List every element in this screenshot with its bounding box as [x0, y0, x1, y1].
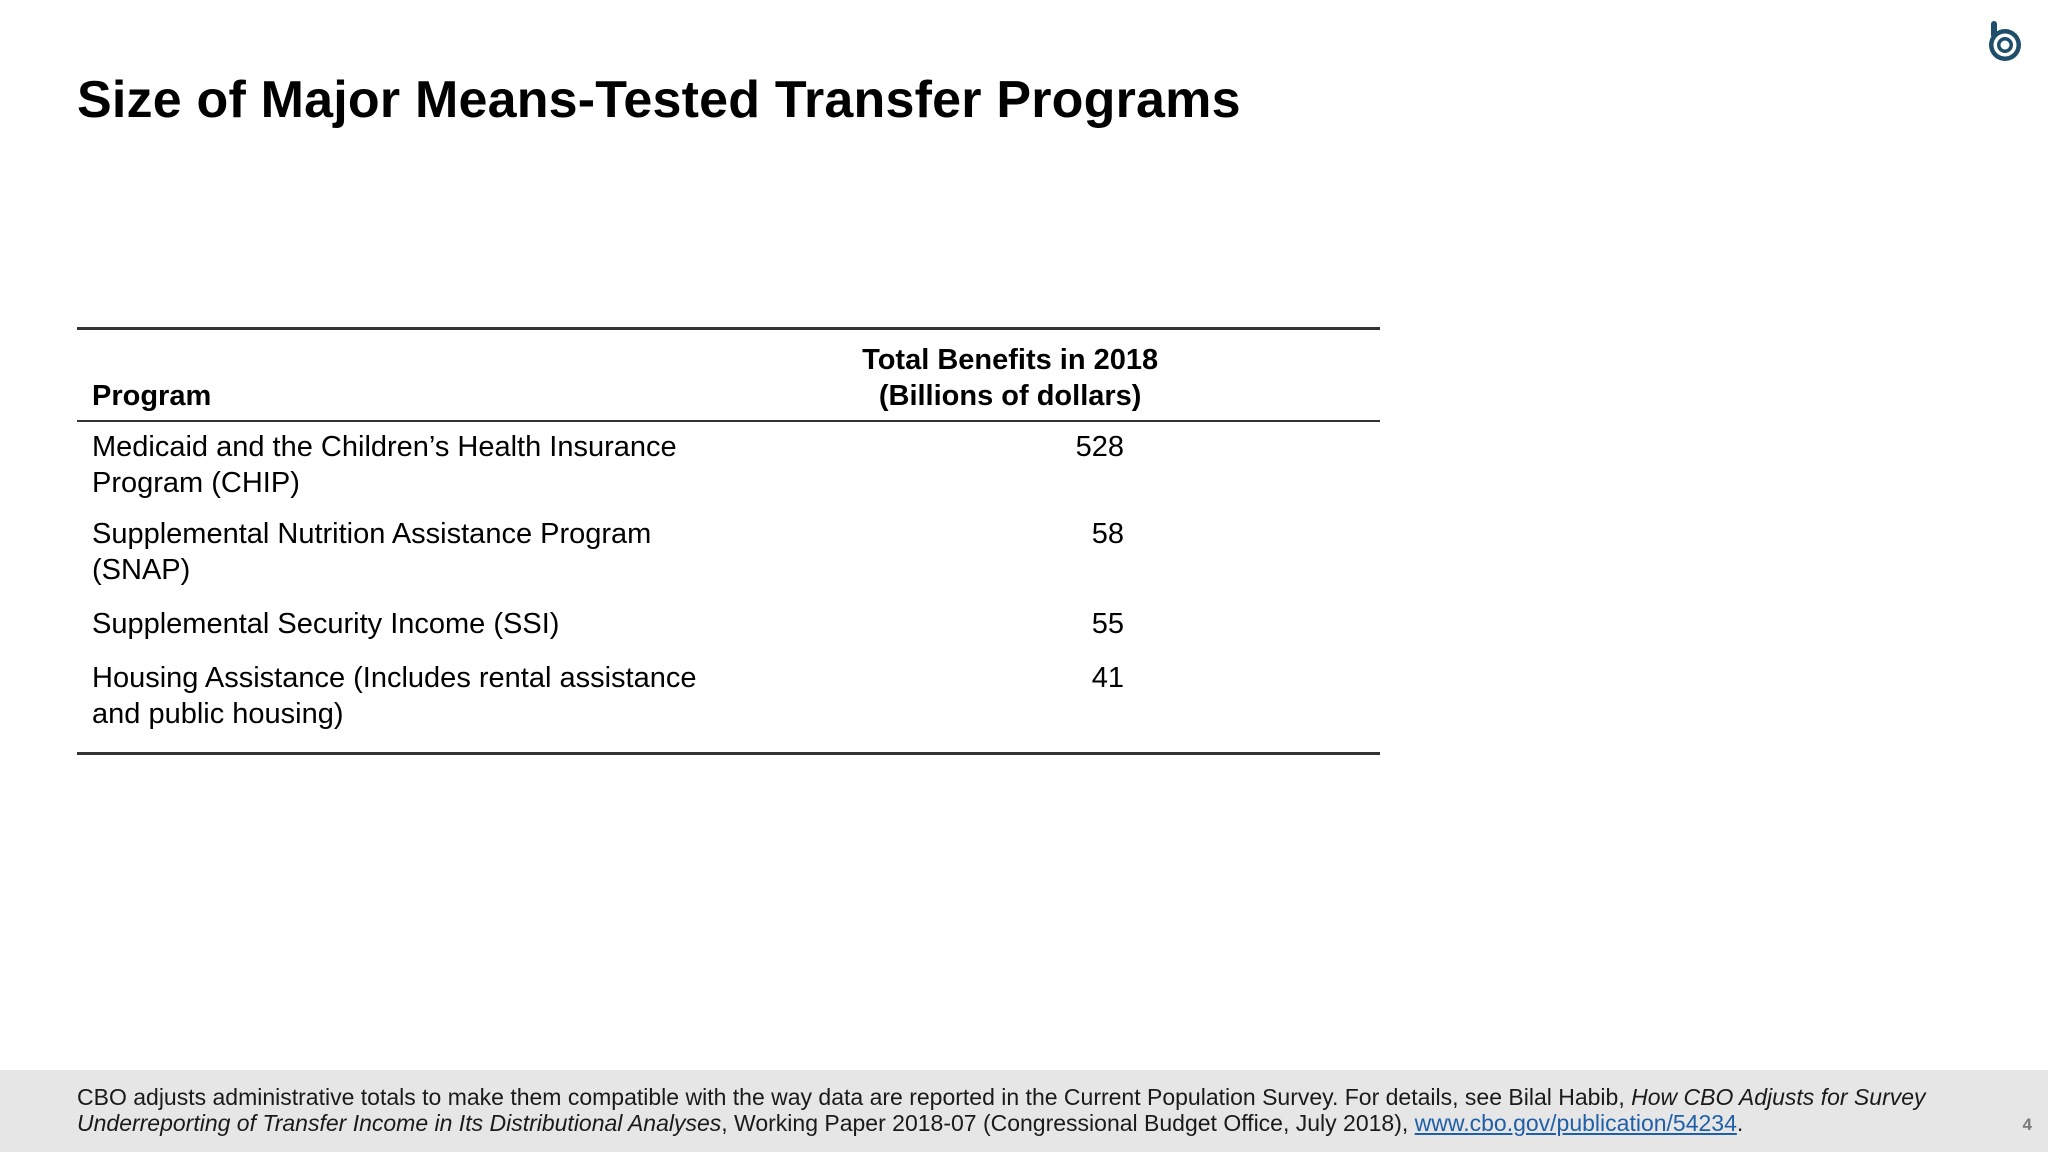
- footer-note: [77, 1084, 1997, 1136]
- program-name-cell: Medicaid and the Children’s Health Insurance Program (CHIP): [92, 431, 677, 499]
- table-row: [77, 421, 1380, 508]
- total-benefits-cell: 58: [1091, 518, 1124, 550]
- total-benefits-cell: 55: [1091, 608, 1124, 640]
- publication-link[interactable]: www.cbo.gov/publication/54234: [1414, 1110, 1737, 1136]
- program-name-cell: Housing Assistance (Includes rental assistance and public housing): [92, 662, 697, 730]
- program-name-cell: Supplemental Security Income (SSI): [92, 608, 560, 640]
- programs-table: [77, 327, 1380, 755]
- footer-text-part1: CBO adjusts administrative totals to make them compatible with the way data are reported in the Current Population Survey. For details, see Bilal Habib,: [77, 1084, 1632, 1110]
- table-row: [77, 652, 1380, 754]
- total-benefits-cell: 528: [1075, 431, 1124, 463]
- cbo-logo-icon: [1985, 21, 2025, 65]
- program-name-cell: Supplemental Nutrition Assistance Program (SNAP): [92, 518, 652, 586]
- footer-text-part2: , Working Paper 2018-07 (Congressional Budget Office, July 2018),: [721, 1110, 1415, 1136]
- column-header-total-benefits: [760, 329, 1380, 422]
- page-number: 4: [2022, 1115, 2032, 1134]
- column-header-total-line2: (Billions of dollars): [878, 380, 1142, 412]
- column-header-total-line1: Total Benefits in 2018: [862, 344, 1159, 376]
- citation-title: How CBO Adjusts for Survey Underreporting of Transfer Income in Its Distributional Analyses: [77, 1084, 1926, 1136]
- column-header-program: Program: [92, 380, 212, 412]
- table-header-row: [77, 329, 1380, 422]
- footer-text-part3: .: [1736, 1110, 1744, 1136]
- table-row: [77, 598, 1380, 652]
- slide-title: Size of Major Means-Tested Transfer Programs: [77, 71, 1241, 129]
- footer-bar: [0, 1070, 2048, 1152]
- table-row: [77, 508, 1380, 598]
- total-benefits-cell: 41: [1091, 662, 1124, 694]
